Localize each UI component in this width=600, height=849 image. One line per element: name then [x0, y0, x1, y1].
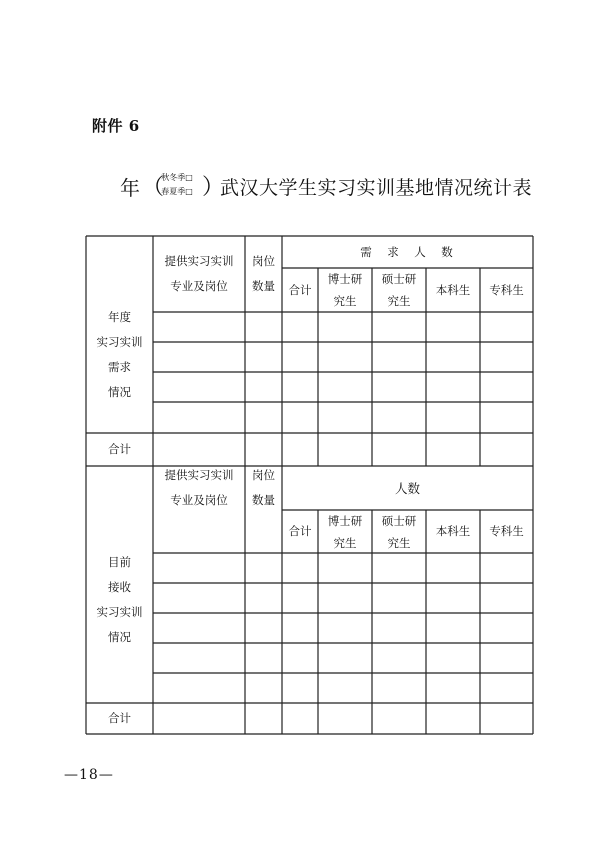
- section1-positions-header: [245, 236, 282, 312]
- season-option-spring-summer[interactable]: 春夏季□: [161, 187, 193, 196]
- header-line: 硕士研: [381, 513, 417, 528]
- section1-label-line: 实习实训: [96, 334, 143, 349]
- section2-label-line: 实习实训: [96, 604, 143, 619]
- section1-subheader-junior: 专科生: [489, 282, 524, 297]
- document-title: [120, 168, 540, 204]
- header-line: 岗位: [252, 468, 275, 482]
- header-line: 硕士研: [381, 272, 417, 286]
- header-line: 究生: [333, 294, 357, 308]
- header-line: 博士研: [327, 272, 363, 286]
- section1-total-label: 合计: [108, 442, 131, 456]
- attachment-label: 附件 6: [92, 117, 140, 135]
- section1-label-line: 年度: [108, 309, 131, 324]
- title-main: 武汉大学生实习实训基地情况统计表: [220, 177, 533, 199]
- section1-label-line: 情况: [108, 384, 131, 399]
- title-paren-open: （: [142, 175, 165, 200]
- section2-subheader-total: 合计: [288, 524, 312, 538]
- header-line: 数量: [252, 493, 275, 507]
- section1-major-header: [153, 236, 245, 312]
- section2-label-line: 接收: [108, 579, 131, 594]
- section2-total-label: 合计: [108, 711, 131, 725]
- section2-label-line: 目前: [108, 554, 131, 569]
- section2-subheader-master: [372, 510, 426, 553]
- section1-subheader-master: [372, 268, 426, 312]
- season-options: [152, 171, 202, 199]
- section2-subheader-junior: 专科生: [489, 524, 524, 538]
- section1-subheader-bachelor: 本科生: [435, 282, 471, 297]
- section1-subheader-phd: [318, 268, 372, 312]
- section1-subheader-total: 合计: [288, 282, 312, 297]
- header-line: 岗位: [252, 254, 275, 268]
- section2-count-header: 人数: [394, 480, 420, 496]
- header-line: 究生: [387, 535, 411, 550]
- section2-subheader-bachelor: 本科生: [435, 524, 471, 538]
- title-year: 年: [120, 176, 140, 200]
- header-line: 专业及岗位: [170, 279, 228, 293]
- header-line: 究生: [387, 294, 411, 308]
- section1-label-line: 需求: [108, 359, 131, 374]
- section1-row-label: [86, 236, 153, 433]
- title-paren-close: ）: [202, 175, 225, 200]
- section2-major-header: [153, 466, 245, 510]
- header-line: 究生: [333, 535, 357, 550]
- header-line: 博士研: [327, 513, 363, 528]
- section2-label-line: 情况: [108, 629, 131, 644]
- section2-subheader-phd: [318, 510, 372, 553]
- section2-row-label: [86, 466, 153, 703]
- section2-positions-header: [245, 466, 282, 510]
- header-line: 数量: [252, 279, 275, 293]
- header-line: 提供实习实训: [164, 254, 234, 268]
- header-line: 专业及岗位: [170, 493, 228, 507]
- section1-demand-header: 需 求 人 数: [360, 244, 455, 259]
- season-option-autumn-winter[interactable]: 秋冬季□: [161, 173, 193, 182]
- header-line: 提供实习实训: [164, 468, 234, 482]
- page-number: —18—: [64, 767, 114, 783]
